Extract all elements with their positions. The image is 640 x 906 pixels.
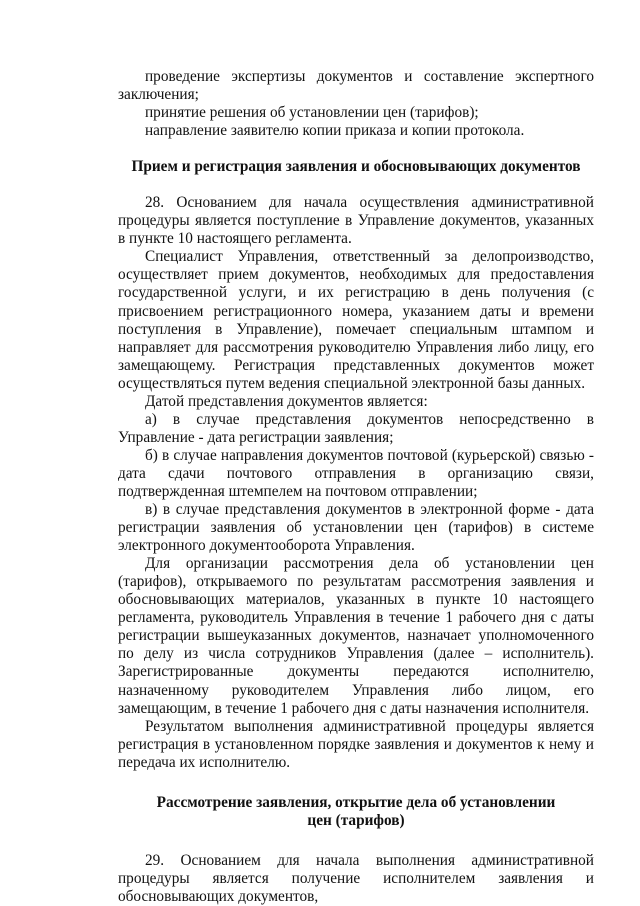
paragraph-28-basis: 28. Основанием для начала осуществления административной процедуры является поступление в Управление документов, указанных в пункте 10 настоящего регламента. bbox=[118, 194, 594, 248]
paragraph-28-item-b: б) в случае направления документов почтовой (курьерской) связью - дата сдачи почтового отправления в организацию связи, подтвержденная штемпелем на почтовом отправлении; bbox=[118, 446, 594, 500]
paragraph-29-basis: 29. Основанием для начала выполнения административной процедуры является получение исполнителем заявления и обосновывающих документов, bbox=[118, 851, 594, 905]
spacer bbox=[118, 830, 594, 852]
document-page bbox=[118, 68, 594, 906]
paragraph-28-item-c: в) в случае представления документов в электронной форме - дата регистрации заявления об установлении цен (тарифов) в системе электронного документооборота Управления. bbox=[118, 501, 594, 555]
list-item-send-copy: направление заявителю копии приказа и копии протокола. bbox=[145, 122, 525, 140]
paragraph-28-specialist: Специалист Управления, ответственный за делопроизводство, осуществляет прием документов, необходимых для предоставления государственной услуги, и их регистрацию в день получения (с присвоением регистрационного номера, указанием даты и времени поступления в Управление), помечает специальным штампом и направляет для рассмотрения руководителю Управления либо лицу, его замещающему. Регистрация представленных документов может осуществляться путем ведения специальной электронной базы данных. bbox=[118, 248, 594, 392]
spacer bbox=[118, 140, 594, 158]
paragraph-28-organization: Для организации рассмотрения дела об установлении цен (тарифов), открываемого по результатам рассмотрения заявления и обосновывающих материалов, указанных в пункте 10 настоящего регламента, руководитель Управления в течение 1 рабочего дня с даты регистрации вышеуказанных документов, назначает уполномоченного по делу из числа сотрудников Управления (далее – исполнитель). Зарегистрированные документы передаются исполнителю, назначенному руководителем Управления либо лицом, его замещающим, в течение 1 рабочего дня с даты назначения исполнителя. bbox=[118, 555, 594, 717]
section-heading-reception: Прием и регистрация заявления и обосновывающих документов bbox=[131, 158, 581, 176]
list-item-decision: принятие решения об установлении цен (тарифов); bbox=[145, 104, 479, 122]
paragraph-28-date-intro: Датой представления документов является: bbox=[145, 392, 428, 410]
list-item-expertise: проведение экспертизы документов и составление экспертного заключения; bbox=[118, 68, 594, 104]
section-heading-review-line1: Рассмотрение заявления, открытие дела об установлении bbox=[156, 793, 556, 811]
spacer bbox=[118, 772, 594, 794]
paragraph-28-item-a: а) в случае представления документов непосредственно в Управление - дата регистрации заявления; bbox=[118, 410, 594, 446]
spacer bbox=[118, 176, 594, 194]
section-heading-review-line2: цен (тарифов) bbox=[307, 811, 405, 829]
paragraph-28-result: Результатом выполнения административной процедуры является регистрация в установленном порядке заявления и документов к нему и передача их исполнителю. bbox=[118, 717, 594, 771]
